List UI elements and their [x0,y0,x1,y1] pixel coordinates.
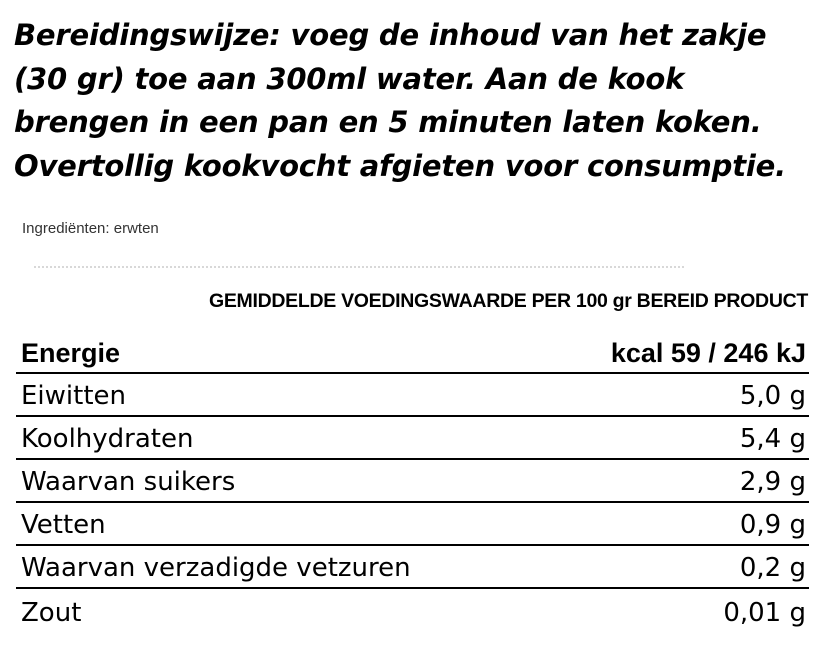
nutrition-value: 2,9 g [739,467,806,497]
nutrition-row [16,503,809,546]
instructions-line: (30 gr) toe aan 300ml water. Aan de kook [14,61,685,96]
ingredients-text: Ingrediënten: erwten [22,220,159,237]
nutrition-table-title: GEMIDDELDE VOEDINGSWAARDE PER 100 gr BEREID PRODUCT [208,290,808,312]
nutrition-value: 0,01 g [723,598,806,628]
nutrition-label: Eiwitten [21,381,127,411]
nutrition-row [16,546,809,589]
nutrition-label: Vetten [21,510,106,540]
nutrition-value: 0,2 g [739,553,806,583]
nutrition-row [16,589,809,632]
nutrition-value: 0,9 g [739,510,806,540]
instructions-line: Bereidingswijze: voeg de inhoud van het zakje [14,18,767,52]
nutrition-row [16,374,809,417]
nutrition-row [16,417,809,460]
nutrition-value: 5,0 g [739,381,806,411]
faint-divider [34,266,684,268]
nutrition-label: Waarvan suikers [21,467,236,497]
nutrition-table [16,330,809,632]
nutrition-label: Waarvan verzadigde vetzuren [21,553,411,583]
nutrition-row [16,460,809,503]
nutrition-row-energy [16,330,809,374]
nutrition-value: kcal 59 / 246 kJ [610,338,806,368]
instructions-line: Overtollig kookvocht afgieten voor consumptie. [14,148,786,183]
preparation-instructions [14,14,829,188]
instructions-line: brengen in een pan en 5 minuten laten koken. [14,105,762,139]
nutrition-label: Energie [21,338,121,368]
nutrition-label: Zout [21,598,82,628]
nutrition-value: 5,4 g [739,424,806,454]
nutrition-label: Koolhydraten [21,424,194,454]
